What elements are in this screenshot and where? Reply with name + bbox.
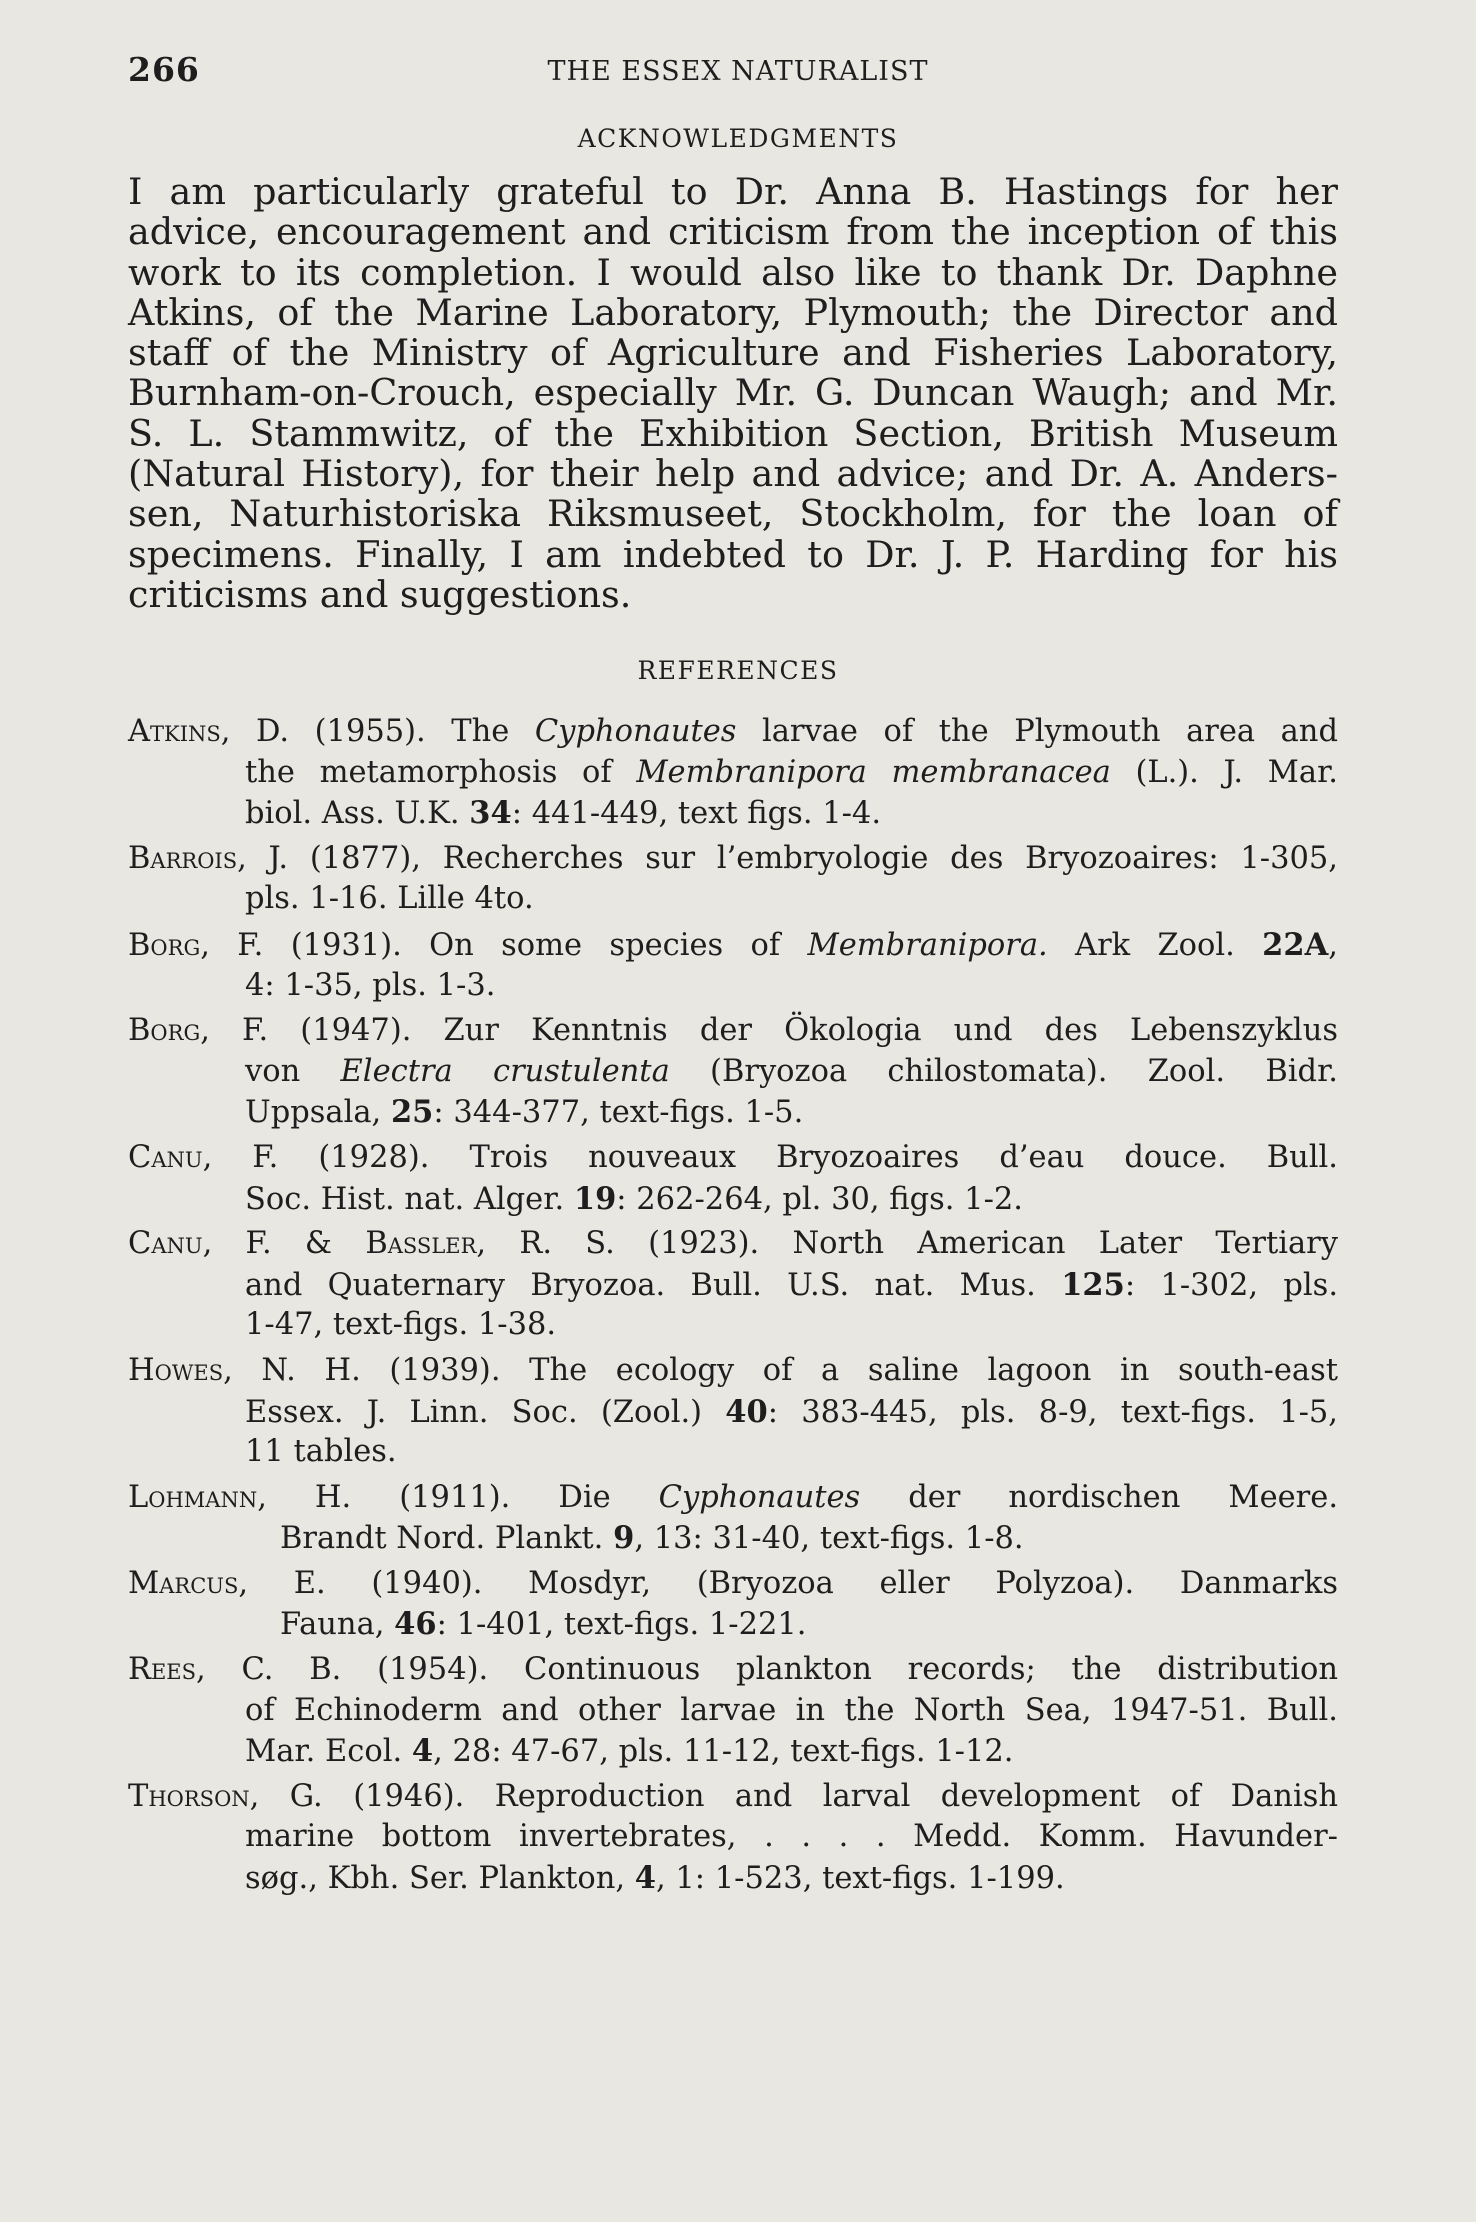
reference-text: (1931). On some species of xyxy=(290,927,781,963)
reference-text: (Bryozoa chilostomata). Zool. Bidr. xyxy=(710,1053,1338,1089)
reference-text: : 383-445, pls. 8-9, text-figs. 1-5, xyxy=(767,1394,1338,1430)
reference-entry xyxy=(128,1478,1338,1559)
reference-author: Canu, F. & Bassler, R. S. xyxy=(128,1226,615,1262)
reference-text: the metamorphosis of xyxy=(245,754,612,790)
reference-volume: 34 xyxy=(469,795,512,832)
reference-author: Borg, F. xyxy=(128,927,264,963)
reference-text: of Echinoderm and other larvae in the North Sea, 1947-51. Bull. xyxy=(245,1692,1338,1728)
reference-text: Mar. Ecol. xyxy=(245,1734,403,1770)
reference-author: Canu, F. xyxy=(128,1139,279,1175)
reference-list xyxy=(128,712,1338,1904)
reference-text: søg., Kbh. Ser. Plankton, xyxy=(245,1861,626,1897)
reference-text: : 344-377, text-figs. 1-5. xyxy=(433,1095,804,1131)
reference-text: von xyxy=(245,1053,301,1089)
reference-text: Uppsala, xyxy=(245,1095,382,1131)
text-line: work to its completion. I would also like to thank Dr. Daphne xyxy=(128,250,1338,294)
reference-text: 1-47, text-figs. 1-38. xyxy=(245,1307,557,1343)
reference-entry xyxy=(128,1138,1338,1219)
reference-author: Barrois, J. xyxy=(128,840,289,876)
reference-text: (1947). Zur Kenntnis der Ökologia und des Lebenszyklus xyxy=(300,1013,1338,1049)
text-line: staff of the Ministry of Agriculture and Fisheries Laboratory, xyxy=(128,331,1338,375)
reference-author: Marcus, E. xyxy=(128,1565,326,1601)
reference-text: , 1: 1-523, text-figs. 1-199. xyxy=(656,1861,1065,1897)
reference-text: : 262-264, pl. 30, figs. 1-2. xyxy=(616,1181,1023,1217)
reference-text: , 13: 31-40, text-figs. 1-8. xyxy=(634,1521,1024,1557)
reference-entry xyxy=(128,712,1338,834)
text-line: S. L. Stammwitz, of the Exhibition Section, British Museum xyxy=(128,411,1338,455)
running-head xyxy=(128,50,1348,100)
reference-entry xyxy=(128,1650,1338,1772)
references-heading: REFERENCES xyxy=(637,656,839,685)
reference-text: (1877), Recherches sur l’embryologie des Bryozoaires: 1-305, xyxy=(309,840,1338,876)
reference-author: Borg, F. xyxy=(128,1013,269,1049)
reference-author: Rees, C. B. xyxy=(128,1652,342,1688)
reference-volume: 19 xyxy=(573,1180,617,1217)
reference-volume: 22A xyxy=(1262,926,1329,963)
reference-entry xyxy=(128,1777,1338,1899)
text-line: sen, Naturhistoriska Riksmuseet, Stockholm, for the loan of xyxy=(128,492,1338,536)
reference-text: (1940). Mosdyr, (Bryozoa eller Polyzoa). Danmarks xyxy=(371,1565,1338,1601)
reference-volume: 40 xyxy=(725,1393,768,1430)
reference-entry xyxy=(128,1351,1338,1473)
reference-italic: Membranipora. xyxy=(807,927,1048,963)
reference-text: (1955). The xyxy=(314,714,510,749)
reference-text: der nordischen Meere. xyxy=(908,1479,1339,1515)
text-line: advice, encouragement and criticism from the inception of this xyxy=(128,210,1338,254)
text-line: Atkins, of the Marine Laboratory, Plymouth; the Director and xyxy=(128,290,1338,334)
reference-volume: 4 xyxy=(411,1733,434,1770)
reference-text: Brandt Nord. Plankt. xyxy=(280,1521,604,1557)
reference-author: Howes, N. H. xyxy=(128,1352,361,1388)
reference-text: biol. Ass. U.K. xyxy=(245,796,460,832)
reference-text: (1911). Die xyxy=(399,1479,611,1515)
reference-text: (1928). Trois nouveaux Bryozoaires d’eau douce. Bull. xyxy=(318,1139,1339,1175)
reference-entry xyxy=(128,1011,1338,1133)
reference-text: and Quaternary Bryozoa. Bull. U.S. nat. Mus. xyxy=(245,1267,1036,1303)
reference-entry xyxy=(128,839,1338,920)
text-line: specimens. Finally, I am indebted to Dr. J. P. Harding for his xyxy=(128,532,1338,576)
text-line: criticisms and suggestions. xyxy=(128,572,632,616)
reference-text: marine bottom invertebrates, . . . . Medd. Komm. Havunder- xyxy=(245,1819,1338,1855)
page-number: 266 xyxy=(128,50,200,89)
reference-text: , 28: 47-67, pls. 11-12, text-figs. 1-12. xyxy=(433,1734,1014,1770)
journal-title: THE ESSEX NATURALIST xyxy=(547,56,929,87)
acknowledgments-heading: ACKNOWLEDGMENTS xyxy=(577,124,899,153)
text-line: I am particularly grateful to Dr. Anna B. Hastings for her xyxy=(128,170,1338,213)
text-line: Burnham-on-Crouch, especially Mr. G. Duncan Waugh; and Mr. xyxy=(128,371,1338,415)
reference-text: (1939). The ecology of a saline lagoon in south-east xyxy=(389,1352,1338,1388)
reference-italic: Membranipora membranacea xyxy=(636,754,1111,790)
reference-text: , xyxy=(1328,927,1338,963)
reference-text: (1946). Reproduction and larval development of Danish xyxy=(353,1778,1339,1814)
reference-text: : 1-401, text-figs. 1-221. xyxy=(436,1607,807,1643)
reference-author: Thorson, G. xyxy=(128,1778,323,1814)
reference-text: (1954). Continuous plankton records; the distribution xyxy=(377,1652,1338,1688)
reference-volume: 46 xyxy=(394,1606,437,1643)
reference-entry xyxy=(128,1564,1338,1645)
reference-volume: 125 xyxy=(1061,1266,1125,1303)
reference-text: (L.). J. Mar. xyxy=(1135,754,1339,790)
reference-text: (1923). North American Later Tertiary xyxy=(648,1226,1338,1262)
reference-entry xyxy=(128,1224,1338,1346)
text-line: (Natural History), for their help and advice; and Dr. A. Anders- xyxy=(128,452,1338,496)
reference-author: Lohmann, H. xyxy=(128,1479,352,1515)
reference-text: pls. 1-16. Lille 4to. xyxy=(245,881,534,917)
reference-volume: 25 xyxy=(390,1094,434,1131)
reference-entry xyxy=(128,925,1338,1006)
reference-italic: Electra crustulenta xyxy=(340,1053,670,1089)
reference-author: Atkins, D. xyxy=(128,714,290,749)
reference-volume: 4 xyxy=(634,1860,657,1897)
reference-text: Fauna, xyxy=(280,1607,385,1643)
reference-text: larvae of the Plymouth area and xyxy=(761,714,1338,749)
reference-text: 11 tables. xyxy=(245,1434,397,1470)
acknowledgments-paragraph xyxy=(128,172,1338,615)
reference-volume: 9 xyxy=(613,1520,635,1557)
reference-text: Soc. Hist. nat. Alger. xyxy=(245,1181,565,1217)
reference-text: Ark Zool. xyxy=(1075,927,1235,963)
reference-text: : 1-302, pls. xyxy=(1124,1267,1339,1303)
reference-text: : 441-449, text figs. 1-4. xyxy=(511,796,882,832)
reference-italic: Cyphonautes xyxy=(534,714,737,749)
reference-text: Essex. J. Linn. Soc. (Zool.) xyxy=(245,1394,703,1430)
reference-italic: Cyphonautes xyxy=(658,1479,861,1515)
reference-text: 4: 1-35, pls. 1-3. xyxy=(245,967,496,1003)
